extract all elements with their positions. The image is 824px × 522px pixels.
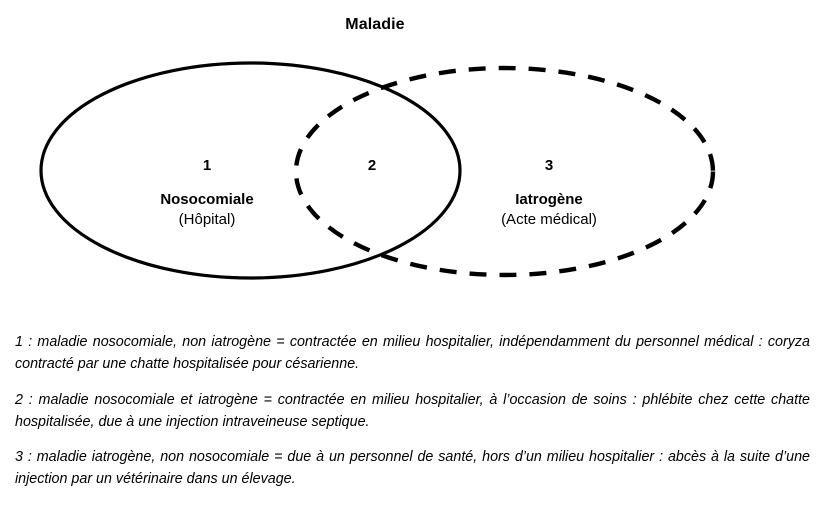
region-number-2: 2 (367, 157, 377, 174)
region-subtitle-acte-medical: (Acte médical) (501, 211, 597, 228)
region-label-intersection (322, 158, 422, 173)
caption-item-1: 1 : maladie nosocomiale, non iatrogène = contractée en milieu hospitalier, indépendamment du personnel médical : coryza contracté par une chatte hospitalisée pour césarienne. (15, 334, 810, 372)
caption-block (15, 332, 810, 491)
region-number-1: 1 (202, 157, 212, 174)
region-name-iatrogene: Iatrogène (515, 191, 583, 208)
caption-item-2: 2 : maladie nosocomiale et iatrogène = contractée en milieu hospitalier, à l’occasion de soins : phlébite chez cette chatte hospitalisée, due à une injection intraveineuse septique. (15, 391, 810, 430)
region-label-nosocomiale (107, 158, 307, 227)
region-subtitle-hopital: (Hôpital) (178, 211, 236, 228)
region-name-nosocomiale: Nosocomiale (160, 191, 254, 208)
region-number-3: 3 (544, 157, 554, 174)
caption-item-3: 3 : maladie iatrogène, non nosocomiale = due à un personnel de santé, hors d’un milieu hospitalier : abcès à la suite d’une injection par un vétérinaire dans un élevage. (15, 449, 810, 488)
region-label-iatrogene (449, 158, 649, 227)
page-title: Maladie (345, 16, 405, 33)
